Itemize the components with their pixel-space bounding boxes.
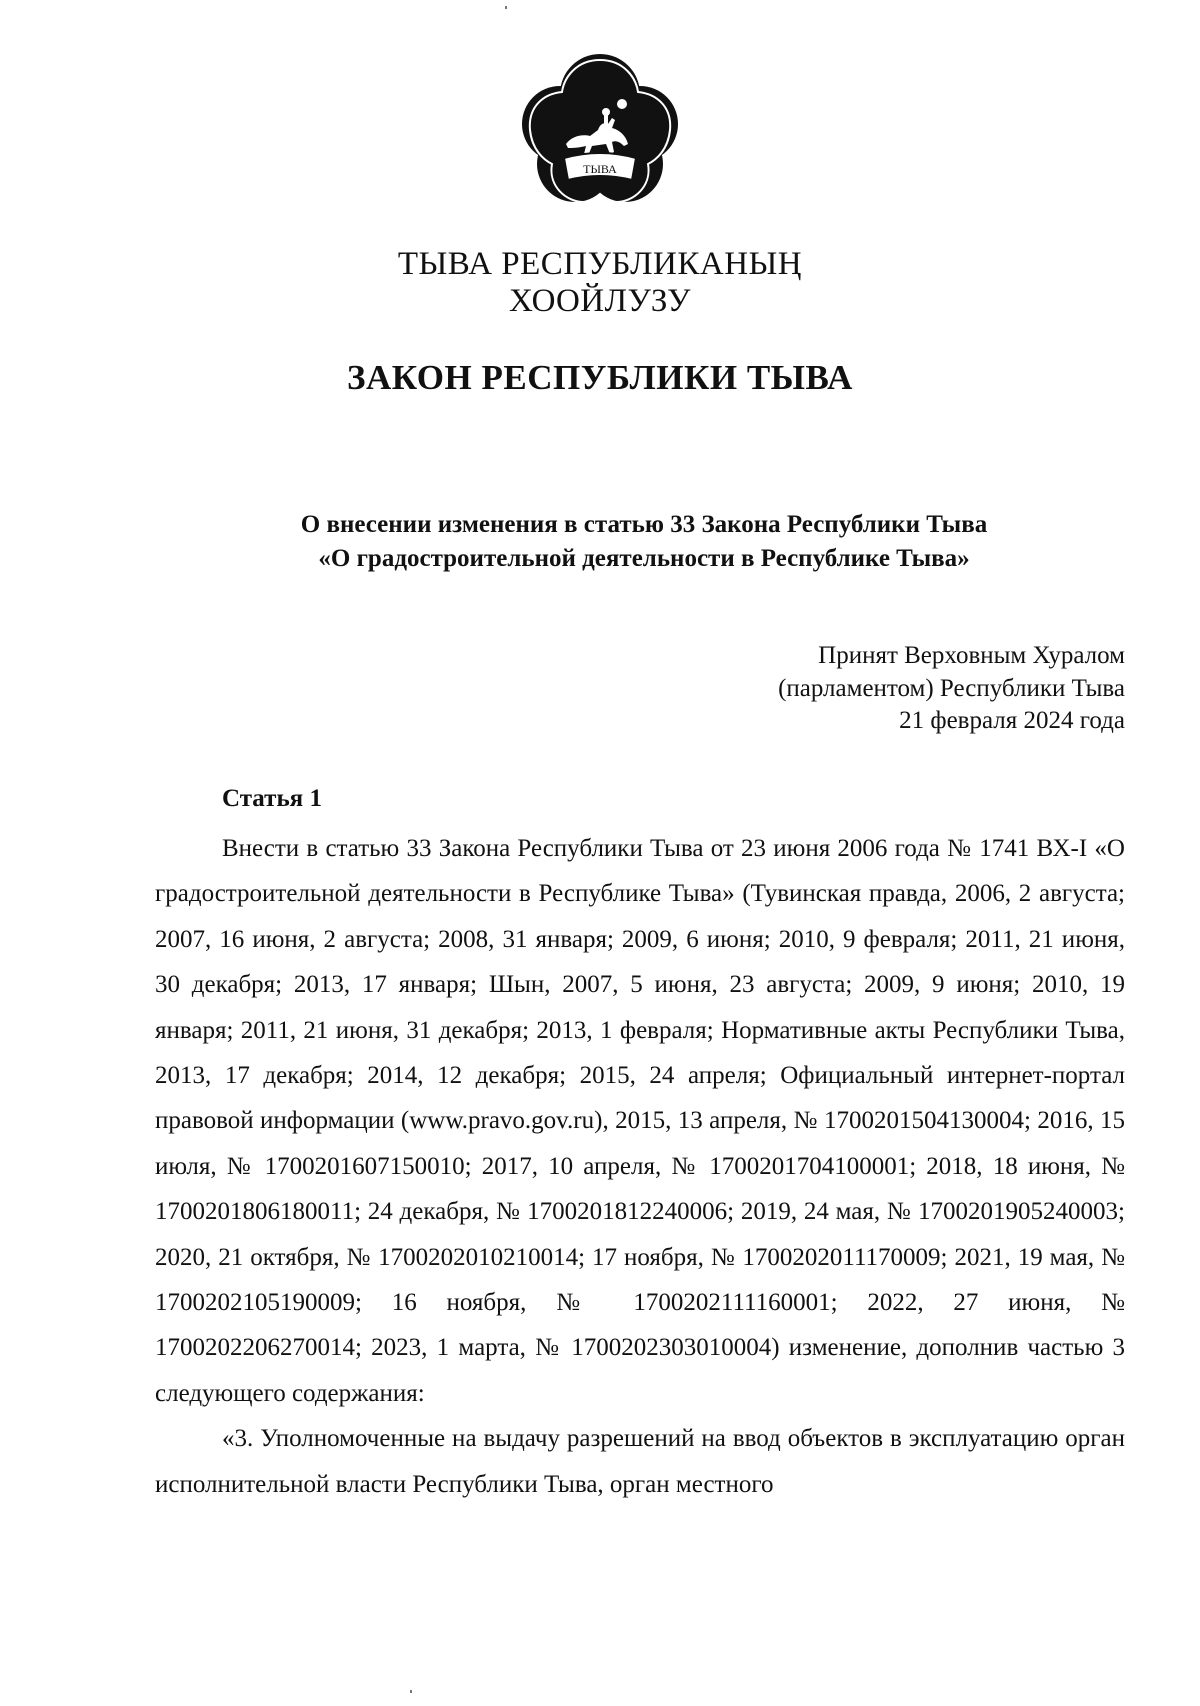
law-title-line2: «О градостроительной деятельности в Республике Тыва» [318,545,970,572]
law-title [0,508,1200,576]
scan-speck [505,6,507,9]
adoption-line2: (парламентом) Республики Тыва [778,674,1125,702]
header-tuvan [0,246,1200,320]
header-russian: ЗАКОН РЕСПУБЛИКИ ТЫВА [347,358,853,397]
emblem-ribbon-text: ТЫВА [583,162,617,176]
article-heading: Статья 1 [222,785,322,812]
adoption-note [778,640,1125,738]
article-paragraph-2: «3. Уполномоченные на выдачу разрешений на ввод объектов в эксплуатацию орган исполнительной власти Республики Тыва, орган местного [155,1425,1125,1498]
adoption-date: 21 февраля 2024 года [899,707,1125,734]
article-body [155,826,1125,1507]
coat-of-arms-emblem [520,52,680,212]
scan-speck [410,1690,412,1693]
header-tuvan-line2: ХООЙЛУЗУ [508,283,692,319]
header-tuvan-line1: ТЫВА РЕСПУБЛИКАНЫҢ [397,246,803,282]
article-paragraph-1: Внести в статью 33 Закона Республики Тыва от 23 июня 2006 года № 1741 ВХ-I «О градостроительной деятельности в Республике Тыва» (Тувинская правда, 2006, 2 августа; 2007, 16 июня, 2 августа; 2008, 31 января; 2009, 6 июня; 2010, 9 февраля; 2011, 21 июня, 30 декабря; 2013, 17 января; Шын, 2007, 5 июня, 23 августа; 2009, 9 июня; 2010, 19 января; 2011, 21 июня, 31 декабря; 2013, 1 февраля; Нормативные акты Республики Тыва, 2013, 17 декабря; 2014, 12 декабря; 2015, 24 апреля; Официальный интернет-портал правовой информации (www.pravo.gov.ru), 2015, 13 апреля, № 1700201504130004; 2016, 15 июля, № 1700201607150010; 2017, 10 апреля, № 1700201704100001; 2018, 18 июня, № 1700201806180011; 24 декабря, № 1700201812240006; 2019, 24 мая, № 1700201905240003; 2020, 21 октября, № 1700202010210014; 17 ноября, № 1700202011170009; 2021, 19 мая, № 1700202105190009; 16 ноября, № 1700202111160001; 2022, 27 июня, № 1700202206270014; 2023, 1 марта, № 1700202303010004) изменение, дополнив частью 3 следующего содержания: [155,835,1125,1407]
law-title-line1: О внесении изменения в статью 33 Закона Республики Тыва [300,511,988,538]
tyva-emblem-icon [520,52,680,212]
adoption-line1: Принят Верховным Хуралом [818,642,1125,669]
